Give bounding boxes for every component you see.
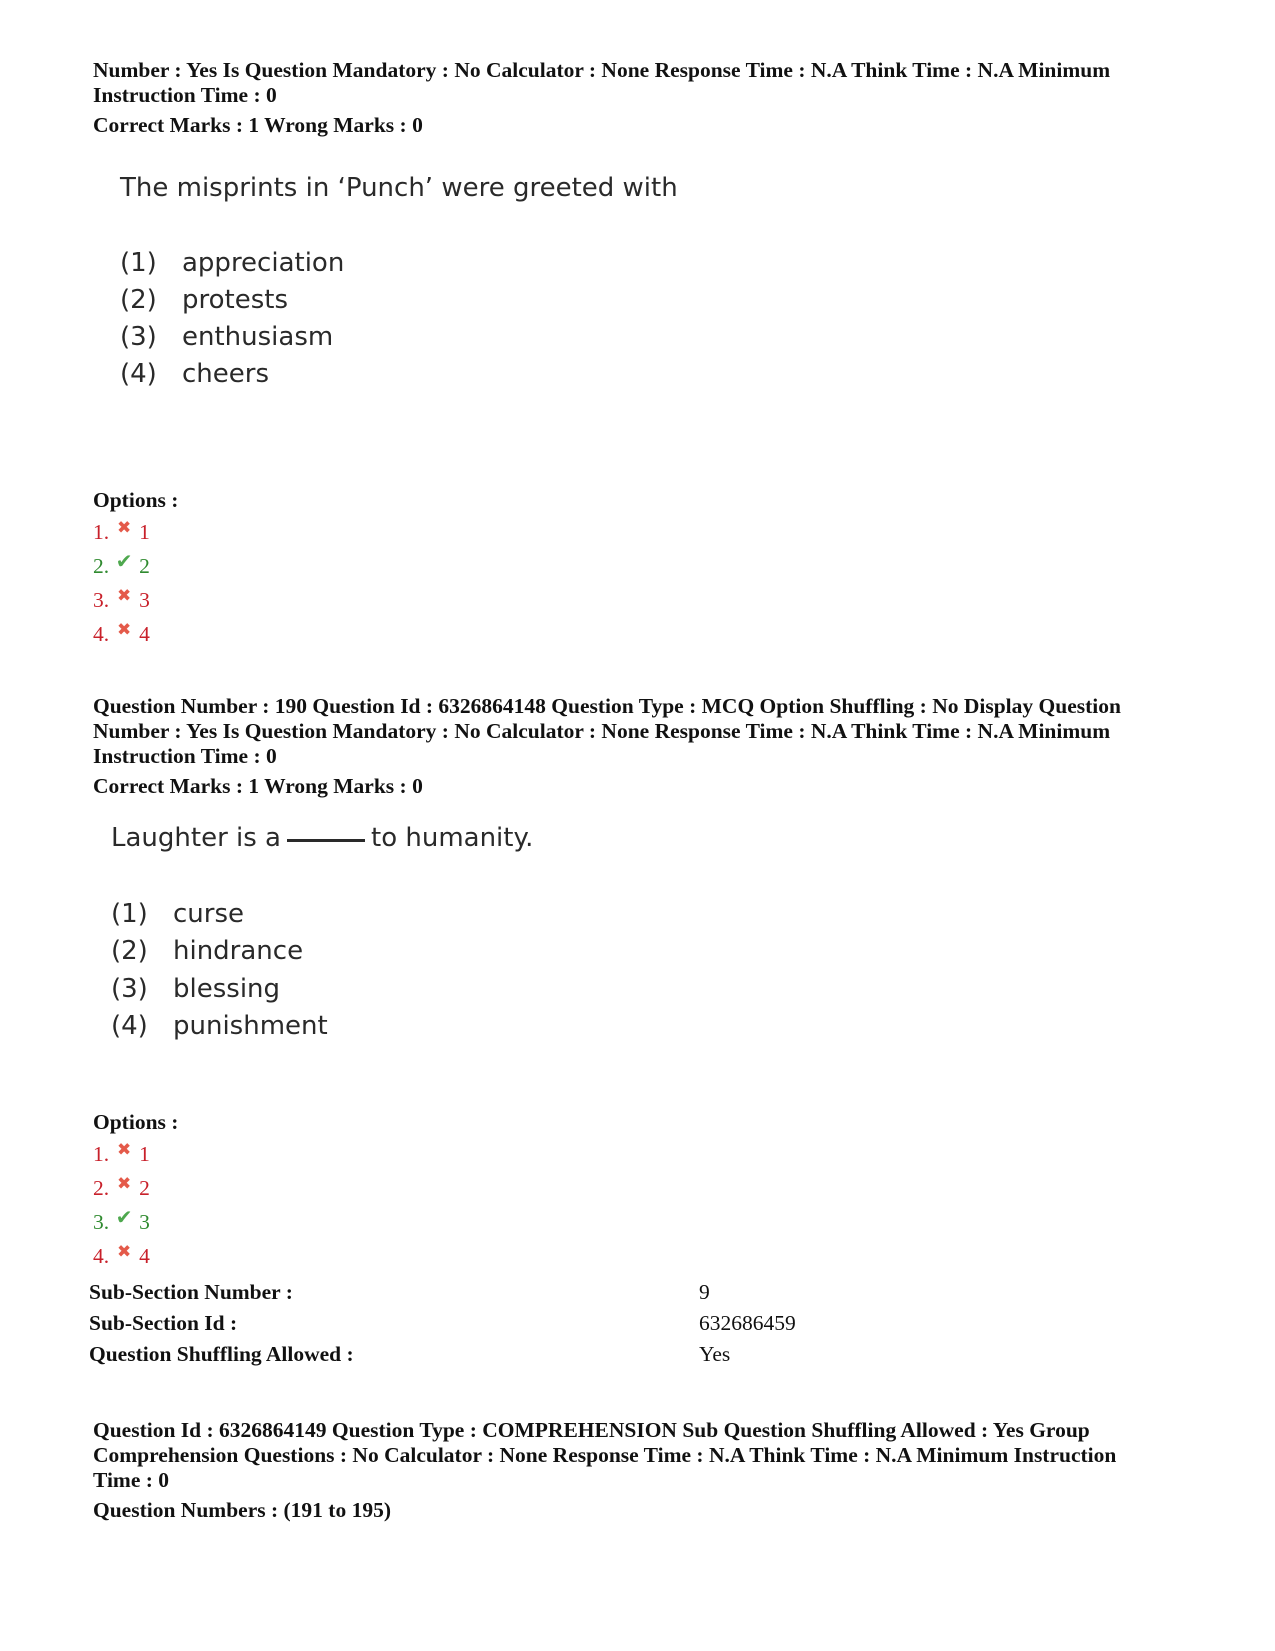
check-icon: ✔: [115, 1207, 133, 1229]
answer-value: 3: [139, 1210, 150, 1234]
answer-option: [93, 1142, 150, 1167]
choice-item: [120, 285, 288, 315]
answer-value: 1: [139, 520, 150, 544]
marks-line: Correct Marks : 1 Wrong Marks : 0: [93, 113, 423, 137]
choice-item: [120, 359, 269, 389]
subsection-value: Yes: [699, 1342, 731, 1366]
answer-index: 1.: [93, 520, 110, 544]
choice-item: [111, 899, 244, 929]
choice-number: (1): [111, 899, 148, 929]
answer-index: 2.: [93, 1176, 110, 1200]
question-meta-line: Time : 0: [93, 1468, 170, 1492]
question-text-before: Laughter is a: [111, 823, 281, 853]
choice-text: cheers: [182, 359, 270, 389]
cross-icon: ✖: [117, 1242, 132, 1261]
answer-value: 2: [139, 1176, 150, 1200]
answer-option: [93, 520, 150, 545]
subsection-value: 9: [699, 1280, 710, 1304]
question-text: The misprints in ‘Punch’ were greeted with: [120, 173, 678, 203]
subsection-label: Sub-Section Number :: [89, 1280, 293, 1304]
question-meta-line: Instruction Time : 0: [93, 744, 277, 768]
choice-item: [111, 974, 280, 1004]
question-meta-line: Question Id : 6326864149 Question Type : COMPREHENSION Sub Question Shuffling Allowed : Yes Group: [93, 1418, 1090, 1442]
blank-line: [287, 839, 365, 842]
cross-icon: ✖: [117, 518, 132, 537]
answer-option: [93, 622, 150, 647]
question-meta-line: Number : Yes Is Question Mandatory : No Calculator : None Response Time : N.A Think Time : N.A Minimum: [93, 58, 1111, 82]
cross-icon: ✖: [117, 1174, 132, 1193]
answer-option: [93, 1207, 150, 1235]
choice-number: (3): [120, 322, 157, 352]
subsection-label: Question Shuffling Allowed :: [89, 1342, 354, 1366]
answer-index: 2.: [93, 554, 110, 578]
choice-number: (2): [120, 285, 157, 315]
question-numbers-line: Question Numbers : (191 to 195): [93, 1498, 391, 1522]
marks-line: Correct Marks : 1 Wrong Marks : 0: [93, 774, 423, 798]
choice-text: curse: [173, 899, 245, 929]
answer-value: 1: [139, 1142, 150, 1166]
check-icon: ✔: [115, 551, 133, 573]
choice-number: (4): [111, 1011, 148, 1041]
choice-text: blessing: [173, 974, 281, 1004]
cross-icon: ✖: [117, 620, 132, 639]
answer-option: [93, 1176, 150, 1201]
subsection-value: 632686459: [699, 1311, 796, 1335]
choice-text: appreciation: [182, 248, 345, 278]
choice-text: punishment: [173, 1011, 328, 1041]
choice-text: enthusiasm: [182, 322, 334, 352]
cross-icon: ✖: [117, 586, 132, 605]
question-meta-line: Instruction Time : 0: [93, 83, 277, 107]
answer-value: 3: [139, 588, 150, 612]
answer-index: 1.: [93, 1142, 110, 1166]
answer-option: [93, 588, 150, 613]
choice-number: (1): [120, 248, 157, 278]
answer-value: 2: [139, 554, 150, 578]
question-meta-line: Comprehension Questions : No Calculator : None Response Time : N.A Think Time : N.A Minimum Instruction: [93, 1443, 1117, 1467]
choice-number: (2): [111, 936, 148, 966]
choice-item: [111, 936, 303, 966]
choice-number: (4): [120, 359, 157, 389]
choice-text: hindrance: [173, 936, 304, 966]
answer-value: 4: [139, 1244, 150, 1268]
options-heading: Options :: [93, 1110, 179, 1134]
subsection-label: Sub-Section Id :: [89, 1311, 238, 1335]
answer-value: 4: [139, 622, 150, 646]
choice-number: (3): [111, 974, 148, 1004]
answer-index: 4.: [93, 622, 110, 646]
answer-index: 3.: [93, 588, 110, 612]
question-meta-line: Number : Yes Is Question Mandatory : No Calculator : None Response Time : N.A Think Time : N.A Minimum: [93, 719, 1111, 743]
choice-text: protests: [182, 285, 289, 315]
question-meta-line: Question Number : 190 Question Id : 6326864148 Question Type : MCQ Option Shuffling : No Display Question: [93, 694, 1121, 718]
question-text-after: to humanity.: [371, 823, 534, 853]
choice-item: [111, 1011, 328, 1041]
choice-item: [120, 248, 344, 278]
answer-option: [93, 1244, 150, 1269]
options-heading: Options :: [93, 488, 179, 512]
answer-index: 3.: [93, 1210, 110, 1234]
choice-item: [120, 322, 333, 352]
answer-index: 4.: [93, 1244, 110, 1268]
cross-icon: ✖: [117, 1140, 132, 1159]
answer-option: [93, 551, 150, 579]
question-text: [111, 823, 533, 853]
